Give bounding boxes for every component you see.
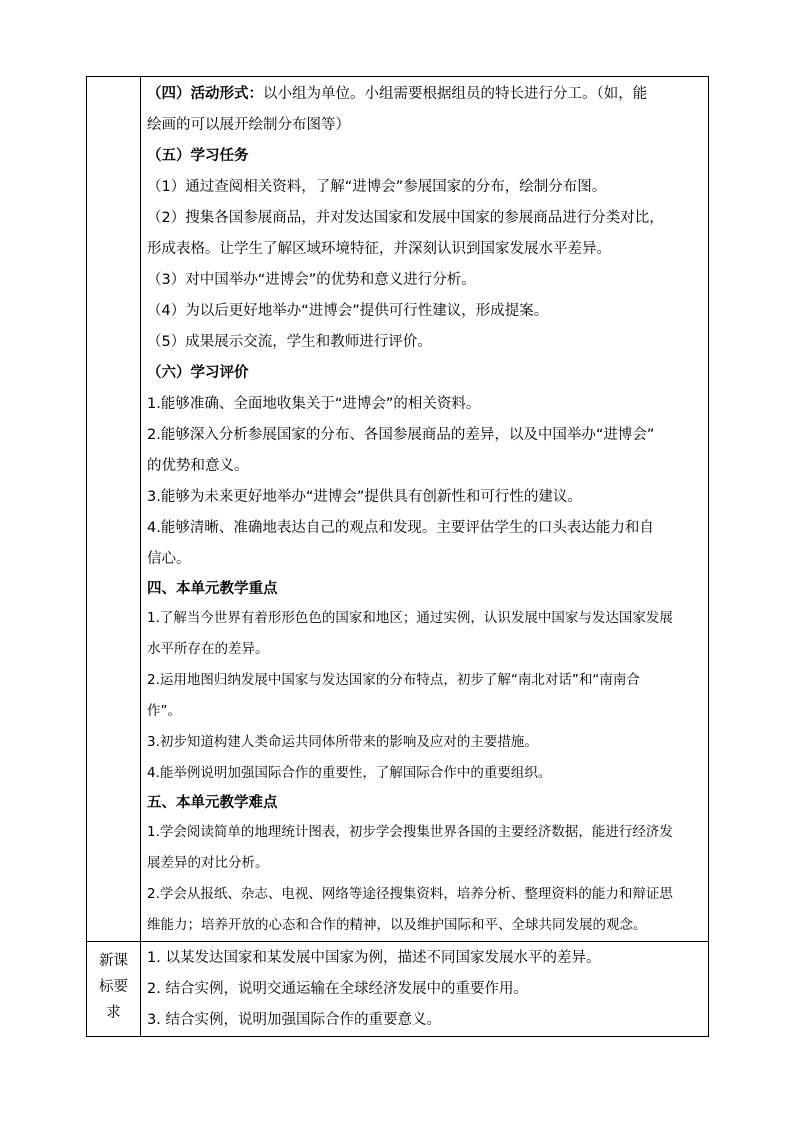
- activity-form-line-1: [147, 79, 708, 110]
- curriculum-label-cell: [87, 942, 141, 1037]
- curriculum-content-cell: [141, 942, 709, 1037]
- evaluation-item: 1.能够准确、全面地收集关于“进博会”的相关资料。: [147, 396, 481, 412]
- evaluation-item: 的优势和意义。: [147, 458, 249, 474]
- learning-evaluation-heading: （六）学习评价: [147, 365, 249, 381]
- key-points-heading: 四、本单元教学重点: [147, 581, 278, 597]
- difficult-point-item: 维能力；培养开放的心态和合作的精神，以及维护国际和平、全球共同发展的观念。: [147, 917, 647, 933]
- difficult-point-item: 1.学会阅读简单的地理统计图表，初步学会搜集世界各国的主要经济数据，能进行经济发: [147, 824, 673, 840]
- activity-form-label: （四）活动形式：: [147, 86, 263, 102]
- difficult-point-item: 2.学会从报纸、杂志、电视、网络等途径搜集资料，培养分析、整理资料的能力和辩证思: [147, 886, 673, 902]
- curriculum-label-line: 新课: [99, 953, 128, 969]
- learning-task-item: （3）对中国举办“进博会”的优势和意义进行分析。: [147, 272, 476, 288]
- evaluation-item: 3.能够为未来更好地举办“进博会”提供具有创新性和可行性的建议。: [147, 489, 582, 505]
- lesson-plan-table: [86, 76, 709, 1037]
- learning-task-item: （5）成果展示交流，学生和教师进行评价。: [147, 334, 432, 350]
- left-label-cell-empty: [87, 77, 141, 942]
- activity-form-text: 以小组为单位。小组需要根据组员的特长进行分工。（如，能: [263, 86, 648, 102]
- learning-tasks-heading: （五）学习任务: [147, 148, 249, 164]
- curriculum-item: 3. 结合实例，说明加强国际合作的重要意义。: [147, 1012, 441, 1028]
- evaluation-item: 信心。: [147, 551, 191, 567]
- evaluation-item: 2.能够深入分析参展国家的分布、各国参展商品的差异，以及中国举办“进博会”: [147, 427, 655, 443]
- learning-task-item: （4）为以后更好地举办“进博会”提供可行性建议，形成提案。: [147, 303, 549, 319]
- learning-task-item: 形成表格。让学生了解区域环境特征，并深刻认识到国家发展水平差异。: [147, 241, 611, 257]
- key-point-item: 3.初步知道构建人类命运共同体所带来的影响及应对的主要措施。: [147, 734, 538, 750]
- table-row: [87, 942, 709, 1037]
- learning-task-item: （2）搜集各国参展商品，并对发达国家和发展中国家的参展商品进行分类对比，: [147, 210, 664, 226]
- curriculum-item: 2. 结合实例，说明交通运输在全球经济发展中的重要作用。: [147, 981, 528, 997]
- curriculum-label-line: 标要: [99, 979, 128, 995]
- key-point-item: 1.了解当今世界有着形形色色的国家和地区；通过实例，认识发展中国家与发达国家发展: [147, 610, 673, 626]
- table-row: [87, 77, 709, 942]
- key-point-item: 水平所存在的差异。: [147, 641, 269, 657]
- key-point-item: 4.能举例说明加强国际合作的重要性，了解国际合作中的重要组织。: [147, 765, 552, 781]
- difficult-points-heading: 五、本单元教学难点: [147, 795, 278, 811]
- key-point-item: 2.运用地图归纳发展中国家与发达国家的分布特点，初步了解“南北对话”和“南南合: [147, 672, 640, 688]
- key-point-item: 作”。: [147, 703, 181, 719]
- curriculum-label-line: 求: [106, 1005, 121, 1021]
- curriculum-label: [87, 942, 140, 1026]
- evaluation-item: 4.能够清晰、准确地表达自己的观点和发现。主要评估学生的口头表达能力和自: [147, 520, 654, 536]
- activity-form-line-2: 绘画的可以展开绘制分布图等）: [147, 117, 350, 133]
- difficult-point-item: 展差异的对比分析。: [147, 855, 269, 871]
- learning-task-item: （1）通过查阅相关资料，了解“进博会”参展国家的分布，绘制分布图。: [147, 179, 607, 195]
- content-cell: [141, 77, 709, 942]
- curriculum-item: 1. 以某发达国家和某发展中国家为例，描述不同国家发展水平的差异。: [147, 950, 601, 966]
